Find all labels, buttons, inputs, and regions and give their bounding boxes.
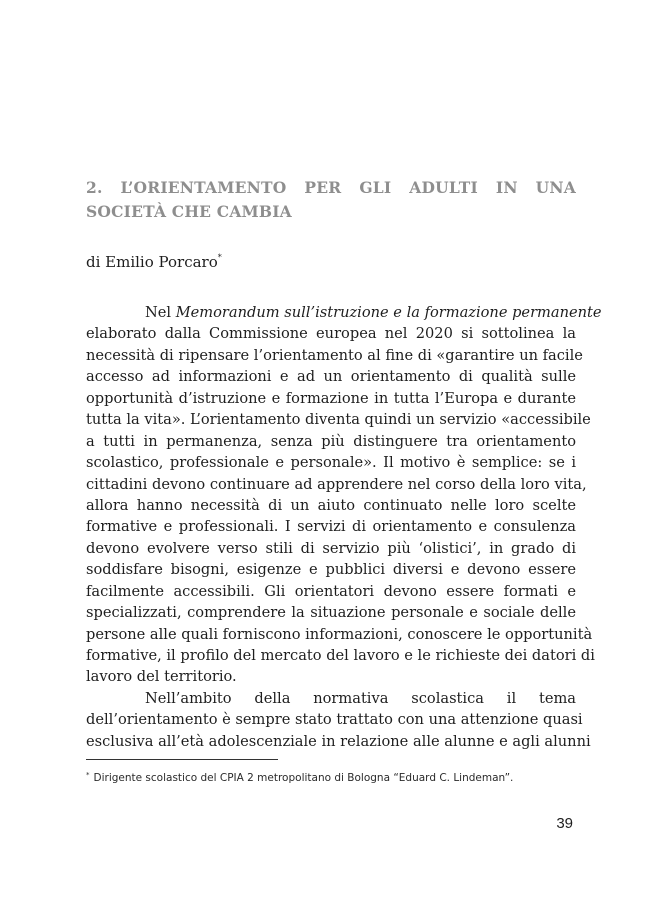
chapter-title: [86, 176, 576, 224]
author-byline: [86, 252, 222, 272]
paragraph-1-line: facilmente accessibili. Gli orientatori devono essere formati e: [86, 582, 576, 600]
paragraph-1-line: a tutti in permanenza, senza più distinguere tra orientamento: [86, 432, 576, 450]
paragraph-2-line: esclusiva all’età adolescenziale in relazione alle alunne e agli alunni: [86, 732, 591, 750]
paragraph-2-line: dell’orientamento è sempre stato trattato con una attenzione quasi: [86, 711, 583, 729]
memorandum-title: Memorandum sull’istruzione e la formazione permanente: [175, 304, 602, 321]
paragraph-1-line: persone alle quali forniscono informazioni, conoscere le opportunità: [86, 625, 593, 643]
paragraph-2-line-1: Nell’ambito della normativa scolastica il tema: [145, 689, 576, 707]
paragraph-1-line: elaborato dalla Commissione europea nel 2020 si sottolinea la: [86, 325, 576, 343]
paragraph-1-line: formative e professionali. I servizi di orientamento e consulenza: [86, 518, 576, 536]
footnote: [86, 770, 513, 786]
paragraph-1-line: allora hanno necessità di un aiuto continuato nelle loro scelte: [86, 496, 576, 514]
chapter-title-line-2: SOCIETÀ CHE CAMBIA: [86, 202, 292, 221]
paragraph-1-line: specializzati, comprendere la situazione personale e sociale delle: [86, 604, 576, 622]
paragraph-1-line: formative, il profilo del mercato del lavoro e le richieste dei datori di: [86, 647, 595, 664]
footnote-divider: [86, 759, 278, 760]
body-text: [86, 302, 602, 752]
paragraph-1-line-1: [86, 302, 602, 323]
paragraph-1-line: necessità di ripensare l’orientamento al fine di «garantire un facile: [86, 346, 583, 364]
footnote-text: Dirigente scolastico del CPIA 2 metropolitano di Bologna “Eduard C. Lindeman”.: [93, 772, 514, 784]
author-footnote-marker: *: [217, 253, 222, 262]
chapter-title-line-1: 2. L’ORIENTAMENTO PER GLI ADULTI IN UNA: [86, 178, 576, 197]
paragraph-1-intro: Nel: [145, 304, 176, 321]
paragraph-1-line: cittadini devono continuare ad apprendere nel corso della loro vita,: [86, 475, 587, 493]
paragraph-1-line-last: lavoro del territorio.: [86, 668, 237, 686]
page-number: 39: [556, 815, 573, 832]
paragraph-1-line: tutta la vita». L’orientamento diventa quindi un servizio «accessibile: [86, 411, 591, 429]
author-name: di Emilio Porcaro: [86, 253, 218, 271]
paragraph-1-line: accesso ad informazioni e ad un orientamento di qualità sulle: [86, 368, 576, 386]
paragraph-1-line: scolastico, professionale e personale». Il motivo è semplice: se i: [86, 454, 576, 472]
paragraph-1-line: soddisfare bisogni, esigenze e pubblici diversi e devono essere: [86, 561, 576, 579]
paragraph-1-line: devono evolvere verso stili di servizio più ‘olistici’, in grado di: [86, 539, 576, 557]
footnote-marker: *: [86, 771, 90, 779]
paragraph-1-line: opportunità d’istruzione e formazione in tutta l’Europa e durante: [86, 389, 576, 407]
